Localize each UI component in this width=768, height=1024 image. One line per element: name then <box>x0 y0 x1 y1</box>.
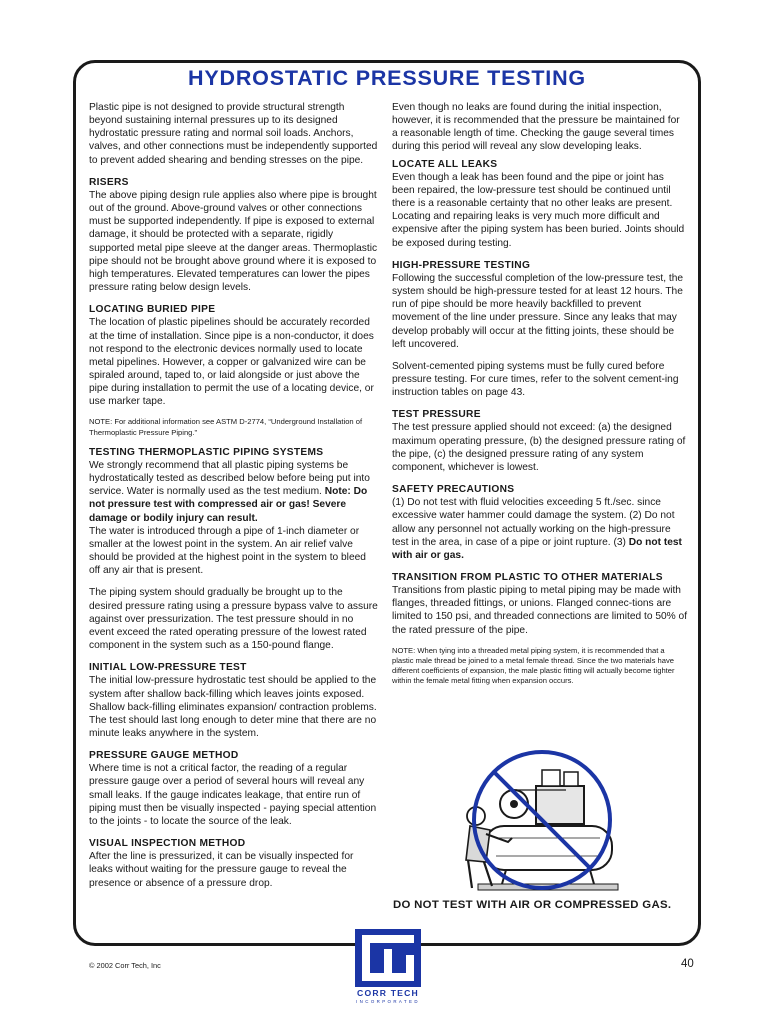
risers-heading: RISERS <box>89 176 129 188</box>
testing-intro-text: We strongly recommend that all plastic piping systems be hydrostatically tested as described below before being put into service. Water is normally used as the test medium. <box>89 460 370 498</box>
page-number: 40 <box>681 958 694 970</box>
testing-water-paragraph: The water is introduced through a pipe of 1-inch diameter or smaller at the lowest point in the system. An air relief valve should be provided at the highest point in the system to bleed off any air that is present. <box>89 525 366 577</box>
safety-item-number: (3) <box>613 536 626 548</box>
test-pressure-heading: TEST PRESSURE <box>392 409 481 421</box>
intro-paragraph: Plastic pipe is not designed to provide structural strength beyond sustaining internal pressures up to its designed hydrostatic pressure rating and normal soil loads. Anchors, valves, and other connections must be independently supported to prevent added shearing and bending stresses on the pipe. <box>89 102 378 166</box>
page-title: HYDROSTATIC PRESSURE TESTING <box>188 66 586 90</box>
testing-pressure-paragraph: The piping system should gradually be brought up to the desired pressure rating using a pressure bypass valve to assure against over pressurization. The test pressure should in no event exceed the rated operating pressure of the lowest rated component in the system such as a 150-pound flange. <box>89 587 378 652</box>
testing-paragraph <box>89 459 378 525</box>
right-column <box>392 101 688 695</box>
initial-low-pressure-heading: INITIAL LOW-PRESSURE TEST <box>89 662 247 674</box>
pressure-gauge-heading: PRESSURE GAUGE METHOD <box>89 750 239 762</box>
safety-warning: Do not test with air or gas. <box>392 536 682 561</box>
copyright-text: © 2002 Corr Tech, Inc <box>89 961 161 970</box>
left-column <box>89 101 378 899</box>
solvent-cement-paragraph: Solvent-cemented piping systems must be fully cured before pressure testing. For cure times, refer to the solvent cement-ing instruction tables on page 43. <box>392 360 679 399</box>
transition-heading: TRANSITION FROM PLASTIC TO OTHER MATERIALS <box>392 572 663 583</box>
high-pressure-paragraph: Following the successful completion of the low-pressure test, the system should be high-pressure tested for at least 12 hours. The run of pipe should be more heavily backfilled to prevent movement of the line under pressure. Since any leaks that may develop probably will occur at the fitting joints, these should be left uncovered. <box>392 272 684 350</box>
safety-paragraph <box>392 496 688 562</box>
risers-paragraph: The above piping design rule applies also where pipe is brought out of the ground. Above-ground valves or other connections must be supported independently. If pipe is exposed to external damage, it should be protected with a separate, rigidly supported metal pipe sleeve at the danger areas. Thermoplastic pipe should not be brought above ground where it is exposed to high temperatures. Elevated temperatures can lower the pipes pressure rating below design levels. <box>89 189 378 294</box>
testing-systems-heading: TESTING THERMOPLASTIC PIPING SYSTEMS <box>89 446 324 458</box>
maintain-pressure-paragraph: Even though no leaks are found during the initial inspection, however, it is recommended that the pressure be maintained for a reasonable length of time. Checking the gauge several times during this period will reveal any slow developing leaks. <box>392 102 680 153</box>
figure-caption: DO NOT TEST WITH AIR OR COMPRESSED GAS. <box>393 899 672 911</box>
astm-note: NOTE: For additional information see ASTM D-2774, “Underground Installation of Thermoplastic Pressure Piping.” <box>89 417 363 437</box>
initial-low-pressure-paragraph: The initial low-pressure hydrostatic test should be applied to the system after shallow back-filling which leaves joints exposed. Shallow back-filling eliminates expansion/ contraction problems. The test should last long enough to deter mine that there are no minute leaks anywhere in the system. <box>89 675 377 739</box>
no-compressor-prohibition-icon <box>456 738 628 902</box>
locating-buried-pipe-paragraph: The location of plastic pipelines should be accurately recorded at the time of installation. Since pipe is a non-conductor, it does not respond to the electronic devices normally used to locate metal pipelines. However, a copper or galvanized wire can be spiraled around, taped to, or laid alongside or just above the pipe during installation to permit the use of a locating device, or use marker tape. <box>89 317 374 408</box>
testing-warning-text: Note: Do not pressure test with compressed air or gas! Severe damage or bodily injury can result. <box>89 486 368 524</box>
logo-subtitle: INCORPORATED <box>356 999 420 1004</box>
safety-text: (1) Do not test with fluid velocities exceeding 5 ft./sec. since excessive water hammer could damage the system. (2) Do not allow any personnel not actually working on the high-pressure test in the area, in case of a pipe or joint rupture. <box>392 497 675 548</box>
logo-wordmark <box>344 988 432 1004</box>
high-pressure-heading: HIGH-PRESSURE TESTING <box>392 259 531 271</box>
locate-leaks-paragraph: Even though a leak has been found and the pipe or joint has been repaired, the low-pressure test should be continued until there is a reasonable certainty that no other leaks are present. Locating and repairing leaks is very much more difficult and expensive after the piping system has been buried. Joints should be exposed during testing. <box>392 171 685 249</box>
threaded-note: NOTE: When tying into a threaded metal piping system, it is recommended that a plastic male thread be joined to a metal female thread. Since the two materials have different coefficients of expansion, the male plastic fitting will actually become tighter within the female metal fitting when expansion occurs. <box>392 645 675 686</box>
locate-leaks-heading: LOCATE ALL LEAKS <box>392 158 498 170</box>
corr-tech-logo-icon <box>353 925 423 989</box>
locating-buried-pipe-heading: LOCATING BURIED PIPE <box>89 304 216 316</box>
logo-name: CORR TECH <box>357 988 419 998</box>
visual-inspection-paragraph: After the line is pressurized, it can be visually inspected for leaks without waiting for the pressure gauge to reveal the presence or absence of a pressure drop. <box>89 851 354 889</box>
pressure-gauge-paragraph: Where time is not a critical factor, the reading of a regular pressure gauge over a period of several hours will reveal any small leaks. If the gauge indicates leakage, that entire run of piping must then be visually inspected - paying special attention to the joints - to locate the source of the leak. <box>89 763 377 827</box>
visual-inspection-heading: VISUAL INSPECTION METHOD <box>89 838 246 850</box>
safety-heading: SAFETY PRECAUTIONS <box>392 484 515 496</box>
transition-paragraph: Transitions from plastic piping to metal piping may be made with flanges, threaded fittings, or unions. Flanged connec-tions are limited to 150 psi, and threaded connections are limited to 50% of the rated pressure of the pipe. <box>392 585 688 636</box>
test-pressure-paragraph: The test pressure applied should not exceed: (a) the designed maximum operating pressure, (b) the designed pressure rating of the pipe, (c) the designed pressure rating of any system component, whichever is lowest. <box>392 422 686 473</box>
